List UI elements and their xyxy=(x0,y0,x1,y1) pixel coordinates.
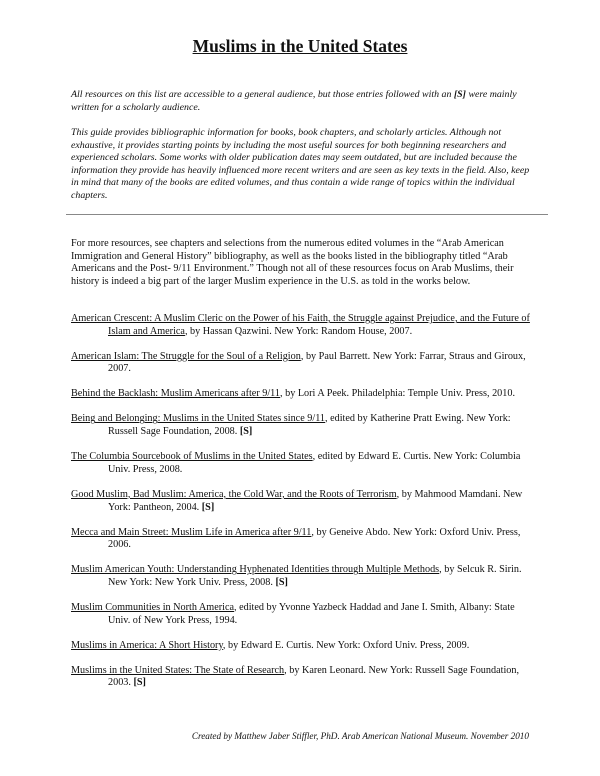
entry-details: , by Lori A Peek. Philadelphia: Temple Univ. Press, 2010. xyxy=(280,388,515,400)
entry-title[interactable]: Muslims in America: A Short History xyxy=(71,639,223,651)
entry-title[interactable]: American Islam: The Struggle for the Soul of a Religion xyxy=(71,350,301,362)
bibliography-entry xyxy=(71,602,537,627)
bibliography-entry xyxy=(71,489,537,514)
entry-title[interactable]: Being and Belonging: Muslims in the United States since 9/11 xyxy=(71,413,326,425)
bibliography-entry xyxy=(71,413,537,438)
page-title: Muslims in the United States xyxy=(192,36,408,56)
entry-title[interactable]: American Crescent: A Muslim Cleric on the Power of his Faith, the Struggle against Prejudice, and the Future of Islam and America xyxy=(71,313,530,337)
scholarly-badge: [S] xyxy=(201,501,215,513)
entry-details: , by Karen Leonard. New York: Russell Sage Foundation, 2003. xyxy=(108,664,520,689)
entry-title[interactable]: Muslims in the United States: The State of Research xyxy=(71,664,285,676)
entry-title[interactable]: Good Muslim, Bad Muslim: America, the Cold War, and the Roots of Terrorism xyxy=(71,488,397,500)
bibliography-entry xyxy=(71,640,537,653)
bibliography-entry xyxy=(71,665,537,690)
audience-note-text-end: were mainly written for a scholarly audience. xyxy=(71,89,517,113)
entry-details: , by Geneive Abdo. New York: Oxford Univ. Press, 2006. xyxy=(108,526,521,551)
scholarly-marker: [S] xyxy=(453,89,466,100)
entry-title[interactable]: The Columbia Sourcebook of Muslims in the United States xyxy=(71,451,313,463)
entry-title[interactable]: Muslim Communities in North America xyxy=(71,601,234,613)
entry-title[interactable]: Behind the Backlash: Muslim Americans after 9/11 xyxy=(71,388,280,400)
scholarly-badge: [S] xyxy=(133,677,146,689)
entry-title[interactable]: Mecca and Main Street: Muslim Life in America after 9/11 xyxy=(71,526,312,538)
page-footer: Created by Matthew Jaber Stiffler, PhD. Arab American National Museum. November 2010 xyxy=(191,731,529,741)
bibliography-entry xyxy=(71,564,537,589)
entry-details: , by Hassan Qazwini. New York: Random House, 2007. xyxy=(184,325,413,337)
entry-details: , edited by Edward E. Curtis. New York: Columbia Univ. Press, 2008. xyxy=(108,451,521,475)
entry-details: , edited by Katherine Pratt Ewing. New York: Russell Sage Foundation, 2008. xyxy=(108,413,511,438)
bibliography-entry xyxy=(71,313,537,338)
bibliography-entry xyxy=(71,451,537,476)
entry-details: , by Paul Barrett. New York: Farrar, Straus and Giroux, 2007. xyxy=(108,350,526,375)
audience-note-text: All resources on this list are accessible to a general audience, but those entries followed with an xyxy=(71,89,454,100)
bibliography-entry xyxy=(71,388,537,401)
entry-title[interactable]: Muslim American Youth: Understanding Hyphenated Identities through Multiple Methods xyxy=(71,564,440,576)
entry-details: , by Selcuk R. Sirin. New York: New York Univ. Press, 2008. xyxy=(108,564,522,588)
bibliography-list xyxy=(71,313,537,702)
bibliography-entry xyxy=(71,351,537,376)
entry-details: , by Mahmood Mamdani. New York: Pantheon, 2004. xyxy=(108,488,523,513)
section-divider xyxy=(66,214,548,215)
bibliography-entry xyxy=(71,527,537,552)
scholarly-badge: [S] xyxy=(275,576,288,588)
audience-note xyxy=(71,89,531,114)
lead-paragraph: For more resources, see chapters and selections from the numerous edited volumes in the “Arab American Immigration and General History” bibliography, as well as the books listed in the bibliography titled “Arab Americans and the Post- 9/11 Environment.” Though not all of these resources focus on Arab Muslims, their history is indeed a big part of the larger Muslim experience in the U.S. as told in the works below. xyxy=(71,238,514,288)
entry-details: , by Edward E. Curtis. New York: Oxford Univ. Press, 2009. xyxy=(222,639,470,651)
entry-details: , edited by Yvonne Yazbeck Haddad and Jane I. Smith, Albany: State Univ. of New York Press, 1994. xyxy=(108,601,515,626)
guide-description: This guide provides bibliographic information for books, book chapters, and scholarly articles. Although not exhaustive, it provides starting points by including the most useful sources for both beginning researchers and experienced scholars. Some works with older publication dates may seem outdated, but are included because the information they provide has heavily influenced more recent writers and are seen as key texts in the field. Also, keep in mind that many of the books are edited volumes, and thus contain a wide range of topics within the individual chapters. xyxy=(71,127,530,201)
scholarly-badge: [S] xyxy=(239,426,253,438)
